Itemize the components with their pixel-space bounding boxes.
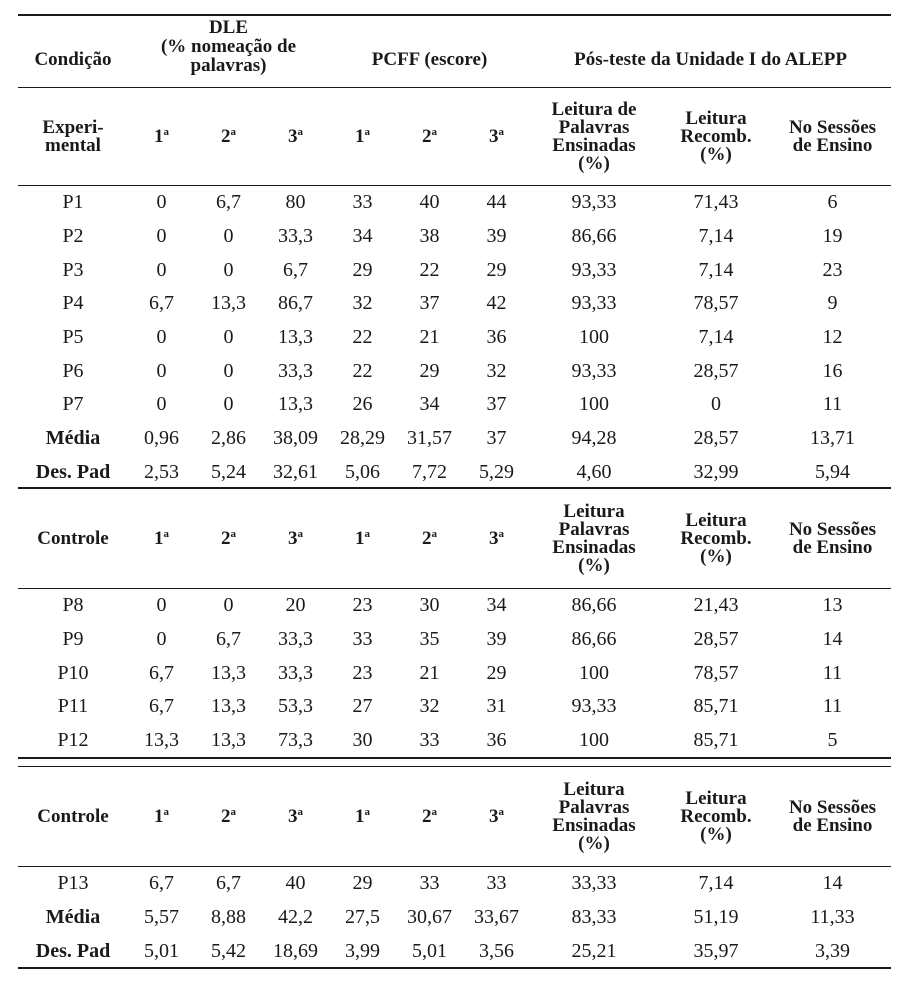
table-cell: 30 xyxy=(419,594,440,617)
subheader-dle-1: 1$^a$ xyxy=(154,126,169,147)
table-cell: 31,57 xyxy=(407,427,452,450)
table-cell: 14 xyxy=(822,628,843,651)
table-cell: 21,43 xyxy=(693,594,739,617)
subheader-pcff-3: 3$^a$ xyxy=(489,126,504,147)
subheader-pcff-3: 3$^a$ xyxy=(489,806,504,827)
table-cell: 33 xyxy=(419,872,440,895)
table-cell: 93,33 xyxy=(571,359,617,382)
table-row xyxy=(18,186,891,220)
table-row xyxy=(18,321,891,355)
table-cell: 26 xyxy=(352,393,373,416)
table-cell: 86,66 xyxy=(571,594,617,617)
table-cell: 33,3 xyxy=(278,225,313,248)
row-label: P13 xyxy=(57,872,89,895)
subheader-leitura-recomb: Leitura Recomb. (%) xyxy=(680,510,752,567)
subheader-condition: Experi- mental xyxy=(42,117,104,156)
subheader-group-2 xyxy=(18,494,891,584)
table-cell: 34 xyxy=(419,393,440,416)
table-cell: 36 xyxy=(486,326,507,349)
table-cell: 44 xyxy=(486,191,507,214)
row-label: P5 xyxy=(62,326,84,349)
table-cell: 6,7 xyxy=(149,695,174,718)
table-cell: 29 xyxy=(419,359,440,382)
subheader-leitura-recomb: Leitura Recomb. (%) xyxy=(680,788,752,845)
table-cell: 13,3 xyxy=(144,729,179,752)
table-cell: 14 xyxy=(822,872,843,895)
table-cell: 34 xyxy=(486,594,507,617)
table-row xyxy=(18,388,891,422)
subheader-dle-1: 1$^a$ xyxy=(154,806,169,827)
table-cell: 40 xyxy=(285,872,306,895)
table-cell: 93,33 xyxy=(571,258,617,281)
table-cell: 35,97 xyxy=(693,939,739,962)
table-cell: 73,3 xyxy=(278,729,313,752)
table-cell: 13,3 xyxy=(211,695,246,718)
table-cell: 33,67 xyxy=(474,906,519,929)
table-cell: 100 xyxy=(579,326,609,349)
table-row xyxy=(18,623,891,657)
subheader-dle-3: 3$^a$ xyxy=(288,528,303,549)
row-label: Média xyxy=(45,427,101,450)
row-label: P11 xyxy=(57,695,89,718)
table-cell: 27,5 xyxy=(345,906,380,929)
table-cell: 42,2 xyxy=(278,906,313,929)
row-label: Média xyxy=(45,906,101,929)
table-cell: 2,53 xyxy=(144,460,179,483)
table-cell: 0 xyxy=(223,393,234,416)
subheader-group-1 xyxy=(18,92,891,182)
table-cell: 23 xyxy=(352,661,373,684)
table-cell: 6,7 xyxy=(283,258,308,281)
table-cell: 5,01 xyxy=(144,939,179,962)
row-label: P1 xyxy=(62,191,84,214)
table-cell: 0 xyxy=(156,191,167,214)
table-cell: 30 xyxy=(352,729,373,752)
table-cell: 80 xyxy=(285,191,306,214)
table-cell: 78,57 xyxy=(693,661,739,684)
row-label: Des. Pad xyxy=(35,460,111,483)
table-cell: 53,3 xyxy=(278,695,313,718)
table-cell: 39 xyxy=(486,628,507,651)
header-condicao: Condição xyxy=(34,48,112,70)
table-cell: 7,14 xyxy=(698,225,734,248)
header-posteste: Pós-teste da Unidade I do ALEPP xyxy=(574,48,847,70)
subheader-group-3 xyxy=(18,772,891,862)
table-cell: 33,3 xyxy=(278,661,313,684)
table-cell: 3,99 xyxy=(345,939,380,962)
table-cell: 5,06 xyxy=(345,460,380,483)
table-cell: 33 xyxy=(486,872,507,895)
table-row xyxy=(18,422,891,456)
header-dle-line1: DLE xyxy=(208,17,249,38)
table-cell: 6,7 xyxy=(149,661,174,684)
table-cell: 32 xyxy=(486,359,507,382)
data-group-3 xyxy=(18,867,891,968)
table-cell: 22 xyxy=(352,359,373,382)
subheader-condition: Controle xyxy=(37,806,109,827)
subheader-pcff-1: 1$^a$ xyxy=(355,126,370,147)
subheader-sessoes: No Sessões de Ensino xyxy=(788,117,877,156)
table-row xyxy=(18,690,891,724)
table-row xyxy=(18,656,891,690)
row-label: P10 xyxy=(57,661,89,684)
table-cell: 0 xyxy=(223,359,234,382)
table-cell: 5,01 xyxy=(412,939,447,962)
table-cell: 19 xyxy=(822,225,843,248)
table-cell: 12 xyxy=(822,326,843,349)
table-cell: 11 xyxy=(822,661,843,684)
subheader-pcff-1: 1$^a$ xyxy=(355,528,370,549)
table-row xyxy=(18,589,891,623)
table-cell: 7,14 xyxy=(698,326,734,349)
table-cell: 33 xyxy=(352,191,373,214)
table-cell: 33 xyxy=(419,729,440,752)
table-cell: 0 xyxy=(223,326,234,349)
table-cell: 27 xyxy=(352,695,373,718)
subheader-dle-1: 1$^a$ xyxy=(154,528,169,549)
table-cell: 0 xyxy=(156,359,167,382)
header-rule xyxy=(18,87,891,88)
table-cell: 94,28 xyxy=(571,427,617,450)
table-cell: 28,57 xyxy=(693,427,739,450)
table-cell: 39 xyxy=(486,225,507,248)
table-cell: 32,99 xyxy=(693,460,739,483)
header-dle-line2: (% nomeação de xyxy=(160,36,297,57)
row-label: P6 xyxy=(62,359,84,382)
row-label: P12 xyxy=(57,729,89,752)
table-cell: 13,3 xyxy=(278,326,313,349)
table-row xyxy=(18,934,891,968)
table-row xyxy=(18,456,891,490)
subheader-sessoes: No Sessões de Ensino xyxy=(788,519,877,558)
subheader-pcff-2: 2$^a$ xyxy=(422,528,437,549)
table-cell: 32 xyxy=(419,695,440,718)
table-row xyxy=(18,287,891,321)
table-row xyxy=(18,867,891,901)
table-cell: 33,33 xyxy=(571,872,617,895)
table-cell: 35 xyxy=(419,628,440,651)
table-cell: 78,57 xyxy=(693,292,739,315)
row-label: Des. Pad xyxy=(35,939,111,962)
table-row xyxy=(18,220,891,254)
subheader-leitura-palavras: Leitura de Palavras Ensinadas (%) xyxy=(551,99,637,174)
table-cell: 11 xyxy=(822,393,843,416)
table-cell: 0 xyxy=(156,258,167,281)
table-cell: 3,39 xyxy=(815,939,850,962)
table-cell: 5,57 xyxy=(144,906,179,929)
subheader-pcff-1: 1$^a$ xyxy=(355,806,370,827)
table-cell: 100 xyxy=(579,393,609,416)
subheader-pcff-2: 2$^a$ xyxy=(422,126,437,147)
table-cell: 33 xyxy=(352,628,373,651)
table-row xyxy=(18,901,891,935)
subheader-pcff-2: 2$^a$ xyxy=(422,806,437,827)
table-cell: 6,7 xyxy=(149,292,174,315)
table-cell: 0 xyxy=(223,258,234,281)
table-cell: 6,7 xyxy=(149,872,174,895)
table-cell: 38 xyxy=(419,225,440,248)
table-cell: 33,3 xyxy=(278,359,313,382)
table-cell: 6,7 xyxy=(216,628,241,651)
table-cell: 23 xyxy=(352,594,373,617)
table-cell: 0 xyxy=(156,628,167,651)
table-cell: 0 xyxy=(156,594,167,617)
table-cell: 37 xyxy=(486,393,507,416)
table-cell: 93,33 xyxy=(571,191,617,214)
row-label: P3 xyxy=(62,258,84,281)
subheader-dle-2: 2$^a$ xyxy=(221,806,236,827)
table-cell: 0 xyxy=(156,225,167,248)
table-cell: 21 xyxy=(419,661,440,684)
subheader-dle-3: 3$^a$ xyxy=(288,806,303,827)
table-cell: 32 xyxy=(352,292,373,315)
table-cell: 5,24 xyxy=(211,460,246,483)
table-cell: 93,33 xyxy=(571,292,617,315)
table-cell: 86,66 xyxy=(571,628,617,651)
subheader-leitura-recomb: Leitura Recomb. (%) xyxy=(680,108,752,165)
table-cell: 23 xyxy=(822,258,843,281)
table-cell: 71,43 xyxy=(693,191,739,214)
table-cell: 22 xyxy=(352,326,373,349)
table-cell: 93,33 xyxy=(571,695,617,718)
table-cell: 3,56 xyxy=(479,939,514,962)
table-cell: 30,67 xyxy=(407,906,452,929)
table-cell: 18,69 xyxy=(273,939,318,962)
table-cell: 0 xyxy=(156,326,167,349)
table-cell: 29 xyxy=(486,661,507,684)
table-cell: 16 xyxy=(822,359,843,382)
table-cell: 100 xyxy=(579,661,609,684)
table-cell: 86,7 xyxy=(278,292,313,315)
subheader-leitura-palavras: Leitura Palavras Ensinadas (%) xyxy=(552,779,636,854)
table-cell: 100 xyxy=(579,729,609,752)
table-row xyxy=(18,354,891,388)
table-cell: 7,14 xyxy=(698,258,734,281)
table-cell: 40 xyxy=(419,191,440,214)
top-rule xyxy=(18,14,891,16)
table-cell: 36 xyxy=(486,729,507,752)
subheader-condition: Controle xyxy=(37,528,109,549)
data-group-1 xyxy=(18,186,891,489)
table-cell: 9 xyxy=(827,292,838,315)
table-cell: 13,71 xyxy=(810,427,855,450)
table-cell: 13 xyxy=(822,594,843,617)
table-cell: 13,3 xyxy=(211,661,246,684)
table-cell: 83,33 xyxy=(571,906,617,929)
table-cell: 0,96 xyxy=(144,427,179,450)
subheader-dle-3: 3$^a$ xyxy=(288,126,303,147)
row-label: P9 xyxy=(62,628,84,651)
table-cell: 7,72 xyxy=(412,460,447,483)
table-cell: 86,66 xyxy=(571,225,617,248)
table-cell: 85,71 xyxy=(693,695,739,718)
table-cell: 29 xyxy=(352,872,373,895)
table-cell: 28,57 xyxy=(693,359,739,382)
header-dle-line3: palavras) xyxy=(190,55,267,76)
table-cell: 13,3 xyxy=(211,292,246,315)
table-cell: 4,60 xyxy=(576,460,612,483)
table-cell: 31 xyxy=(486,695,507,718)
table-cell: 28,57 xyxy=(693,628,739,651)
table-cell: 29 xyxy=(486,258,507,281)
table-row xyxy=(18,253,891,287)
row-label: P4 xyxy=(62,292,84,315)
table-cell: 37 xyxy=(486,427,507,450)
subheader-dle-2: 2$^a$ xyxy=(221,126,236,147)
group-rule-2b xyxy=(18,766,891,767)
table-cell: 6,7 xyxy=(216,191,241,214)
table-cell: 5 xyxy=(827,729,838,752)
table-cell: 20 xyxy=(285,594,306,617)
table-cell: 29 xyxy=(352,258,373,281)
table-cell: 0 xyxy=(223,594,234,617)
table-cell: 33,3 xyxy=(278,628,313,651)
subheader-leitura-palavras: Leitura Palavras Ensinadas (%) xyxy=(552,501,636,576)
table-cell: 6 xyxy=(827,191,838,214)
table-cell: 0 xyxy=(223,225,234,248)
table-cell: 85,71 xyxy=(693,729,739,752)
table-cell: 38,09 xyxy=(273,427,318,450)
subheader-dle-2: 2$^a$ xyxy=(221,528,236,549)
subheader-pcff-3: 3$^a$ xyxy=(489,528,504,549)
table-cell: 0 xyxy=(156,393,167,416)
table-cell: 0 xyxy=(711,393,721,416)
table-cell: 25,21 xyxy=(571,939,617,962)
table-cell: 5,94 xyxy=(815,460,850,483)
table-cell: 11 xyxy=(822,695,843,718)
table-cell: 13,3 xyxy=(211,729,246,752)
table-cell: 32,61 xyxy=(273,460,318,483)
row-label: P7 xyxy=(62,393,84,416)
table-main-header xyxy=(18,18,891,86)
table-cell: 21 xyxy=(419,326,440,349)
table-cell: 51,19 xyxy=(693,906,739,929)
table-cell: 8,88 xyxy=(211,906,246,929)
table-cell: 22 xyxy=(419,258,440,281)
table-cell: 37 xyxy=(419,292,440,315)
row-label: P2 xyxy=(62,225,84,248)
row-label: P8 xyxy=(62,594,84,617)
subheader-sessoes: No Sessões de Ensino xyxy=(788,797,877,836)
table-cell: 42 xyxy=(486,292,507,315)
table-cell: 34 xyxy=(352,225,373,248)
table-cell: 11,33 xyxy=(810,906,855,929)
table-cell: 5,29 xyxy=(479,460,514,483)
header-dle xyxy=(128,18,329,86)
table-cell: 2,86 xyxy=(211,427,246,450)
table-cell: 13,3 xyxy=(278,393,313,416)
table-cell: 28,29 xyxy=(340,427,385,450)
table-cell: 6,7 xyxy=(216,872,241,895)
header-pcff: PCFF (escore) xyxy=(371,48,488,70)
table-cell: 7,14 xyxy=(698,872,734,895)
data-group-2 xyxy=(18,589,891,757)
table-row xyxy=(18,724,891,758)
table-cell: 5,42 xyxy=(211,939,246,962)
